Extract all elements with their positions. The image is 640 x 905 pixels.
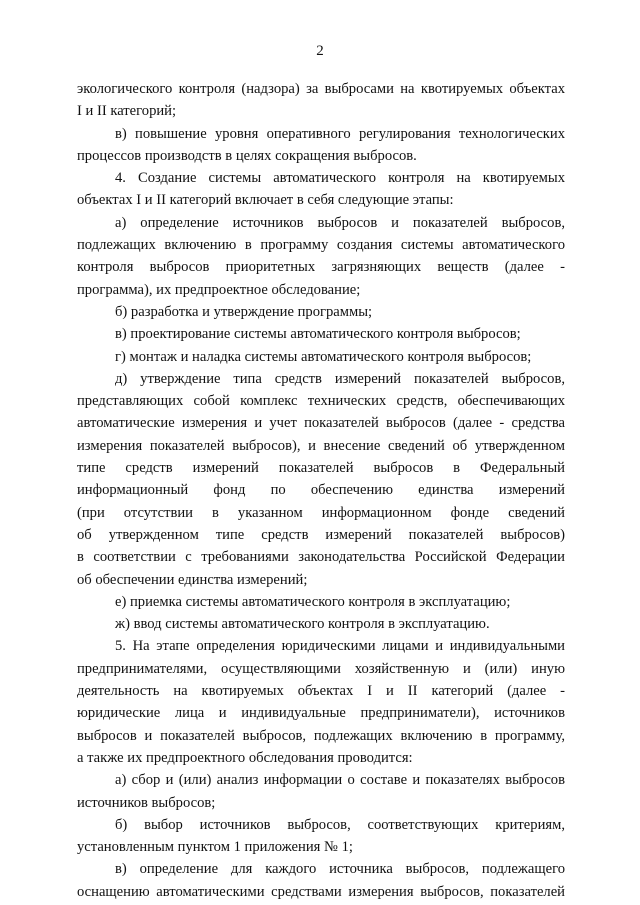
text-line: б) разработка и утверждение программы; <box>115 303 373 320</box>
text-line: 4. Создание системы автоматического контроля на квотируемых <box>115 170 565 187</box>
text-line: информационный фонд по обеспечению единства измерений <box>77 482 565 499</box>
page-number: 2 <box>316 43 324 59</box>
text-line: а также их предпроектного обследования проводится: <box>77 749 413 766</box>
text-line: типе средств измерений показателей выбросов в Федеральный <box>77 460 565 477</box>
text-line: в) повышение уровня оперативного регулирования технологических <box>115 125 565 142</box>
text-line: программа), их предпроектное обследование; <box>77 281 361 298</box>
text-line: об обеспечении единства измерений; <box>77 571 308 588</box>
text-line: представляющих собой комплекс технических средств, обеспечивающих <box>77 393 565 410</box>
text-line: источников выбросов; <box>77 794 216 811</box>
text-line: автоматические измерения и учет показателей выбросов (далее - средства <box>77 415 565 432</box>
text-line: 5. На этапе определения юридическими лицами и индивидуальными <box>115 638 565 655</box>
text-line: е) приемка системы автоматического контроля в эксплуатацию; <box>115 593 511 610</box>
text-line: (при отсутствии в указанном информационном фонде сведений <box>77 504 565 521</box>
text-line: экологического контроля (надзора) за выбросами на квотируемых объектах <box>77 81 565 97</box>
text-line: б) выбор источников выбросов, соответствующих критериям, <box>115 816 565 833</box>
text-line: в соответствии с требованиями законодательства Российской Федерации <box>77 549 565 566</box>
text-line: деятельность на квотируемых объектах I и II категорий (далее - <box>77 683 565 700</box>
text-line: в) определение для каждого источника выбросов, подлежащего <box>115 861 565 878</box>
text-line: оснащению автоматическими средствами измерения выбросов, показателей <box>77 883 565 900</box>
text-line: г) монтаж и наладка системы автоматического контроля выбросов; <box>115 348 532 365</box>
text-line: в) проектирование системы автоматического контроля выбросов; <box>115 326 521 343</box>
text-line: предпринимателями, осуществляющими хозяйственную и (или) иную <box>77 660 565 677</box>
text-line: установленным пунктом 1 приложения № 1; <box>77 839 353 856</box>
text-line: подлежащих включению в программу создания системы автоматического <box>77 237 565 254</box>
document-body <box>77 78 565 903</box>
text-line: а) сбор и (или) анализ информации о составе и показателях выбросов <box>115 772 565 789</box>
text-line: выбросов и показателей выбросов, подлежащих включению в программу, <box>77 727 565 744</box>
text-line: контроля выбросов приоритетных загрязняющих веществ (далее - <box>77 259 565 276</box>
text-line: об утвержденном типе средств измерений показателей выбросов) <box>77 526 565 543</box>
text-line: процессов производств в целях сокращения выбросов. <box>77 147 417 164</box>
text-line: а) определение источников выбросов и показателей выбросов, <box>115 214 565 231</box>
text-line: измерения показателей выбросов), и внесение сведений об утвержденном <box>77 437 565 454</box>
text-line: д) утверждение типа средств измерений показателей выбросов, <box>115 370 565 387</box>
text-line: I и II категорий; <box>77 103 177 120</box>
text-line: юридические лица и индивидуальные предприниматели), источников <box>77 705 565 722</box>
text-line: объектах I и II категорий включает в себя следующие этапы: <box>77 192 454 209</box>
text-line: ж) ввод системы автоматического контроля в эксплуатацию. <box>115 616 490 633</box>
